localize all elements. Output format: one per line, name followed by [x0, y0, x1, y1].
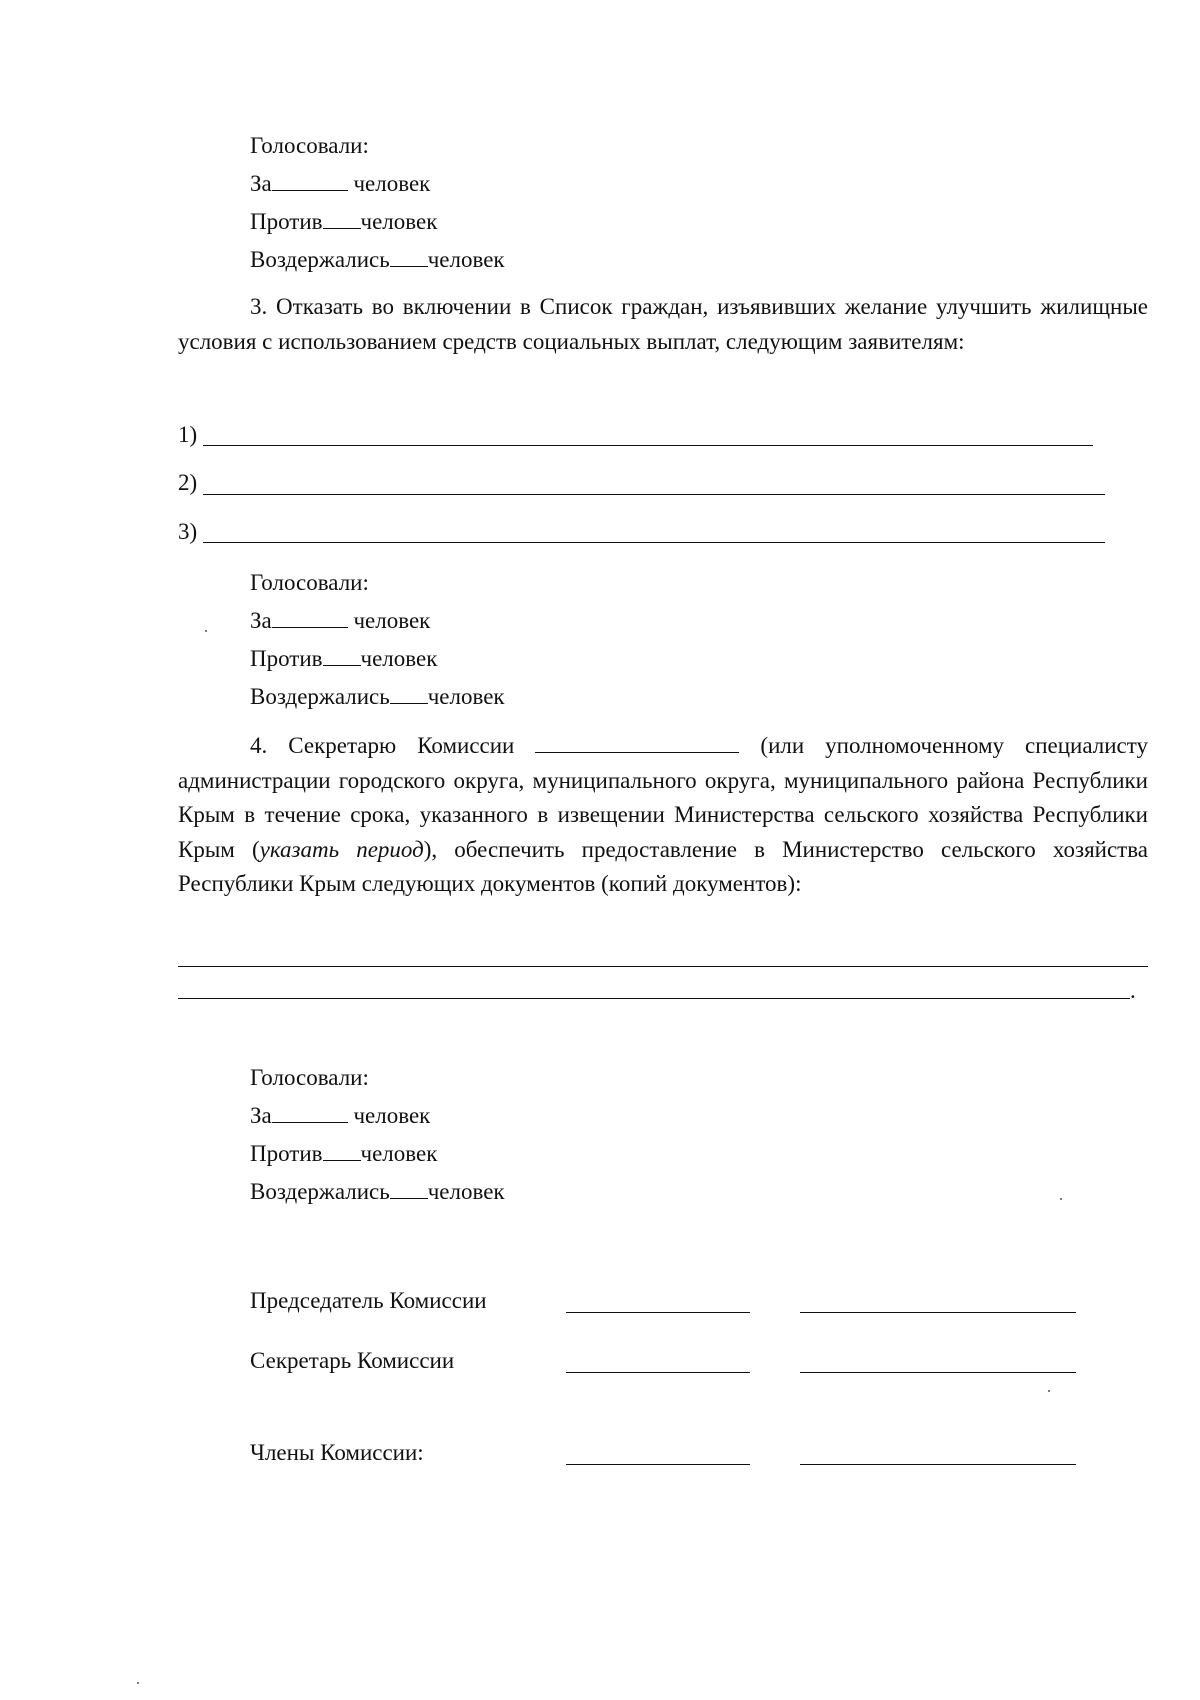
section-4-paragraph: 4. Секретарю Комиссии (или уполномоченному специалисту администрации городского округа, муниципального округа, муниципального района Республики Крым в течение срока, указанного в извещении Министерства сельского хозяйства Республики Крым (указать период), обеспечить предоставление в Министерство сельского хозяйства Республики Крым следующих документов (копий документов): — [178, 733, 1149, 896]
applicant-item-2: 2) — [178, 470, 198, 495]
vote-for: За человек — [250, 608, 431, 633]
vote-abstain-blank[interactable] — [390, 702, 428, 704]
vote-title: Голосовали: — [250, 570, 369, 595]
applicant-line-3[interactable] — [203, 542, 1105, 543]
members-name-line[interactable] — [800, 1464, 1076, 1465]
vote-abstain: Воздержались человек — [250, 247, 505, 272]
scan-speck — [205, 630, 207, 632]
vote-abstain-blank[interactable] — [390, 1197, 428, 1199]
scan-speck — [137, 1682, 139, 1684]
documents-line-1[interactable] — [178, 966, 1148, 967]
scan-speck — [1048, 1390, 1050, 1392]
chairman-name-line[interactable] — [800, 1312, 1076, 1313]
applicant-item-3: 3) — [178, 519, 198, 544]
vote-against: Против человек — [250, 646, 438, 671]
section-3-paragraph: 3. Отказать во включении в Список граждан, изъявивших желание улучшить жилищные условия с использованием средств социальных выплат, следующим заявителям: — [178, 294, 1148, 354]
vote-against-blank[interactable] — [323, 664, 361, 666]
applicant-item-1: 1) — [178, 422, 198, 447]
members-signature-line[interactable] — [566, 1464, 750, 1465]
vote-for-blank[interactable] — [272, 1121, 348, 1123]
documents-trailing-dot: . — [1130, 978, 1136, 1003]
vote-title: Голосовали: — [250, 1065, 369, 1090]
applicant-line-1[interactable] — [203, 445, 1093, 446]
vote-for: За человек — [250, 1103, 431, 1128]
italic-period: указать период — [259, 836, 424, 862]
secretary-name-blank[interactable] — [535, 751, 739, 753]
documents-line-2[interactable] — [178, 998, 1130, 999]
chairman-signature-line[interactable] — [566, 1312, 750, 1313]
chairman-label: Председатель Комиссии — [250, 1288, 487, 1313]
vote-for-blank[interactable] — [272, 626, 348, 628]
secretary-signature-line[interactable] — [566, 1372, 750, 1373]
vote-against-blank[interactable] — [323, 1159, 361, 1161]
vote-for: За человек — [250, 171, 431, 196]
vote-abstain: Воздержались человек — [250, 684, 505, 709]
members-label: Члены Комиссии: — [250, 1440, 424, 1465]
scan-speck — [1060, 1198, 1062, 1200]
vote-abstain: Воздержались человек — [250, 1179, 505, 1204]
vote-abstain-blank[interactable] — [390, 265, 428, 267]
vote-against: Против человек — [250, 209, 438, 234]
vote-title: Голосовали: — [250, 133, 369, 158]
vote-against: Против человек — [250, 1141, 438, 1166]
secretary-label: Секретарь Комиссии — [250, 1348, 455, 1373]
secretary-name-line[interactable] — [800, 1372, 1076, 1373]
vote-against-blank[interactable] — [323, 227, 361, 229]
applicant-line-2[interactable] — [203, 494, 1105, 495]
vote-for-blank[interactable] — [272, 189, 348, 191]
